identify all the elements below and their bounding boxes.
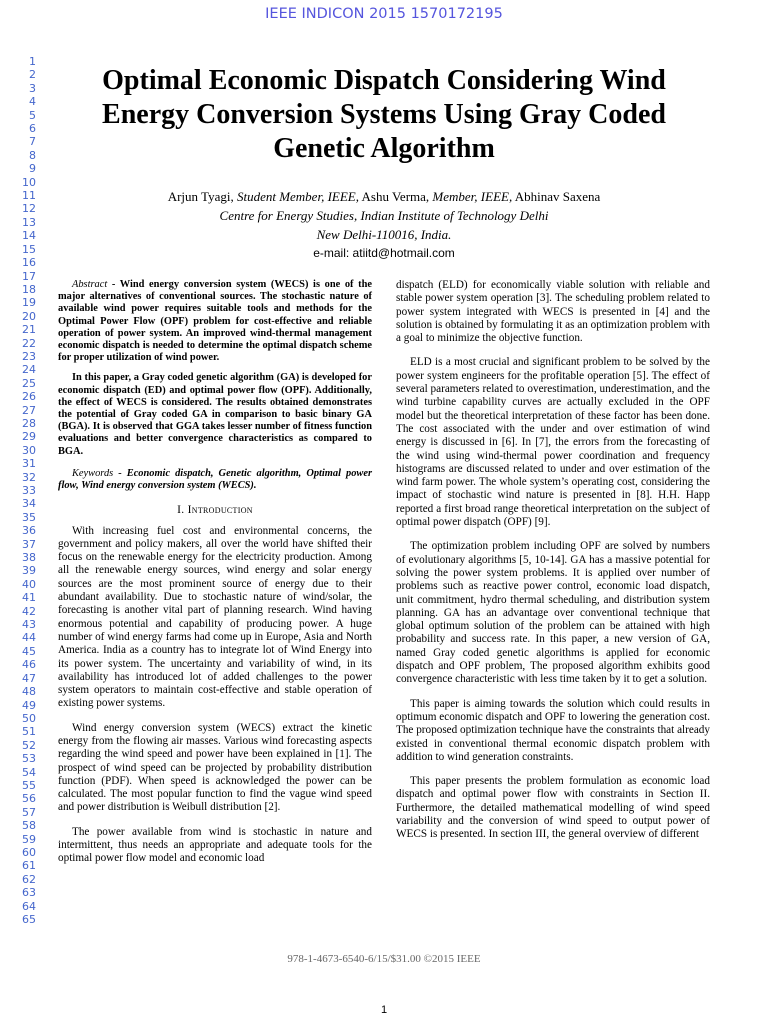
line-number: 19: [22, 296, 36, 310]
author-block: [60, 187, 708, 263]
author-1-name: Arjun Tyagi,: [167, 189, 237, 204]
line-number: 53: [22, 752, 36, 766]
line-number: 14: [22, 229, 36, 243]
line-number: 23: [22, 349, 36, 363]
line-number: 51: [22, 725, 36, 739]
line-number: 58: [22, 819, 36, 833]
line-number: 5: [29, 108, 36, 122]
line-number: 25: [22, 376, 36, 390]
line-number: 36: [22, 524, 36, 538]
line-number: 12: [22, 202, 36, 216]
paper-title: Optimal Economic Dispatch Considering Wind Energy Conversion Systems Using Gray Coded Genetic Algorithm: [102, 65, 666, 164]
body-paragraph-5: This paper presents the problem formulation as economic load dispatch and optimal power flow with constraints in Section II. Furthermore, the detailed mathematical modelling of wind speed variability and the conversion of wind speed to output power of WECS is presented. In section III, the general overview of different: [396, 775, 710, 841]
line-number: 65: [22, 913, 36, 926]
line-number: 7: [29, 135, 36, 149]
line-number: 56: [22, 792, 36, 806]
intro-paragraph-2: Wind energy conversion system (WECS) extract the kinetic energy from the flowing air masses. Various wind forecasting aspects regarding the wind speed and power have been explained in [1]. The prospect of wind speed can be projected by probability distribution function (PDF). When speed is acknowledged the power can be calculated. The most popular function to find the vague wind speed and power distribution is Weibull distribution [2].: [58, 721, 372, 814]
line-number: 3: [29, 81, 36, 95]
line-number: 50: [22, 711, 36, 725]
intro-paragraph-3: The power available from wind is stochastic in nature and intermittent, thus needs an appropriate and adequate tools for the optimal power flow model and economic load: [58, 825, 372, 865]
author-1-role: Student Member, IEEE,: [236, 189, 359, 204]
line-number: 28: [22, 416, 36, 430]
conference-header: IEEE INDICON 2015 1570172195: [265, 6, 503, 22]
line-number: 62: [22, 872, 36, 886]
left-column: [58, 279, 372, 877]
section-name: Introduction: [187, 504, 253, 517]
abstract-text-1: - Wind energy conversion system (WECS) is one of the major alternatives of conventional sources. The stochastic nature of available wind power requires suitable tools and methods for the Optimal Power Flow (OPF) problem for cost-effective and reliable operation of power system. An improved wind-thermal management economic dispatch is needed to determine the optimal dispatch scheme for proper utilization of wind power.: [58, 279, 372, 364]
line-numbers: [10, 55, 36, 926]
line-number: 61: [22, 859, 36, 873]
line-number: 1: [29, 55, 36, 68]
line-number: 64: [22, 899, 36, 913]
line-number: 55: [22, 778, 36, 792]
line-number: 2: [29, 68, 36, 82]
line-number: 27: [22, 403, 36, 417]
section-numeral: I.: [177, 504, 188, 517]
line-number: 24: [22, 363, 36, 377]
line-number: 11: [22, 189, 36, 203]
line-number: 32: [22, 470, 36, 484]
line-number: 57: [22, 805, 36, 819]
page-number: 1: [380, 1004, 388, 1016]
line-number: 38: [22, 551, 36, 565]
line-number: 60: [22, 845, 36, 859]
keywords-label: Keywords: [72, 467, 114, 479]
section-heading-introduction: [58, 504, 372, 517]
line-number: 10: [22, 175, 36, 189]
body-paragraph-1: dispatch (ELD) for economically viable solution with reliable and stable power system operation [3]. The scheduling problem related to power system integrated with WECS is presented in [4] and the solution is obtained by formulating it as an optimization problem with a goal to minimize the objective function.: [396, 279, 710, 345]
line-number: 54: [22, 765, 36, 779]
line-number: 21: [22, 323, 36, 337]
line-number: 49: [22, 698, 36, 712]
line-number: 35: [22, 510, 36, 524]
line-number: 39: [22, 564, 36, 578]
line-number: 63: [22, 886, 36, 900]
author-2-name: Ashu Verma,: [358, 189, 433, 204]
abstract-paragraph-1: [58, 279, 372, 364]
line-number: 18: [22, 282, 36, 296]
abstract-paragraph-2: In this paper, a Gray coded genetic algorithm (GA) is developed for economic dispatch (ED) and optimal power flow (OPF). Additionally, the effect of WECS is considered. The results obtained demonstrates the potential of Gray coded GA in comparison to basic binary GA (BGA). It is observed that GGA takes lesser number of fitness function evaluations and better convergence characteristics as compared to BGA.: [58, 372, 372, 457]
body-paragraph-3: The optimization problem including OPF are solved by numbers of evolutionary algorithms [5, 10-14]. GA has a massive potential for solving the power system problems. It is applied over number of problems such as reactive power control, economic load dispatch, unit commitment, hydro thermal scheduling, and distribution system planning. GA has an advantage over conventional technique that global optimum solution of the problem can be attained with high probability and success rate. In this paper, a new version of GA, named Gray coded genetic algorithms is applied for economic dispatch and OPF problem, The proposed algorithm exhibits good convergence characteristic with less time taken by it to get a solution.: [396, 540, 710, 686]
right-column: [396, 279, 710, 853]
body-paragraph-2: ELD is a most crucial and significant problem to be solved by the power system engineers for the profitable operation [5]. The effect of several parameters related to overestimation, underestimation, and the wind turbine capability curves are actually excluded in the OPF model but the theoretical interpretation of these factor has been done. The cost associated with the under and over estimation of wind energy is discussed in [6]. In [7], the errors from the forecasting of the wind using wind-thermal power coordination and frequency histograms are discussed related to under and over estimation of the wind farm power. The whole system’s operating cost, considering the impact of stochastic wind nature is presented in [8]. H.H. Happ reported a first broad range theoretical interpretation on the subject of optimal power dispatch (OPF) [9].: [396, 356, 710, 529]
line-number: 40: [22, 577, 36, 591]
keywords-text: - Economic dispatch, Genetic algorithm, Optimal power flow, Wind energy conversion system (WECS).: [58, 467, 372, 492]
line-number: 52: [22, 738, 36, 752]
line-number: 41: [22, 591, 36, 605]
line-number: 42: [22, 604, 36, 618]
line-number: 4: [29, 95, 36, 109]
body-paragraph-4: This paper is aiming towards the solution which could results in optimum economic dispatch and OPF to lowering the generation cost. The proposed optimization technique have the constraints that already existed in conventional thermal economic dispatch problem with addition to wind generation constraints.: [396, 697, 710, 763]
line-number: 9: [29, 162, 36, 176]
affiliation-city: New Delhi-110016, India.: [316, 227, 452, 242]
abstract-label: Abstract: [72, 279, 108, 290]
line-number: 47: [22, 671, 36, 685]
line-number: 45: [22, 644, 36, 658]
intro-paragraph-1: With increasing fuel cost and environmental concerns, the government and policy makers, all over the world have shifted their focus on the renewable energy for the electricity production. Among all the renewable energy sources, wind energy and solar energy sources are the most prominent source of energy due to their abundant availability. Due to stochastic nature of wind/solar, the forecasting is another vital part of planning research. Wind having enormous potential and capability of producing power. A huge number of wind energy farms had come up in Europe, Asia and North America. India as a country has to integrate lot of Wind Energy into its power system. The uncertainty and variability of wind, in its availability has introduced lot of added challenges to the power system operators to maintain cost-effective and stable operation of existing power systems.: [58, 524, 372, 710]
line-number: 22: [22, 336, 36, 350]
line-number: 16: [22, 256, 36, 270]
line-number: 59: [22, 832, 36, 846]
line-number: 33: [22, 484, 36, 497]
keywords: [58, 468, 372, 492]
line-number: 26: [22, 390, 36, 404]
line-number: 8: [29, 148, 36, 162]
affiliation: Centre for Energy Studies, Indian Institute of Technology Delhi: [219, 208, 549, 223]
line-number: 31: [22, 457, 36, 471]
line-number: 44: [22, 631, 36, 645]
line-number: 30: [22, 443, 36, 457]
line-number: 20: [22, 309, 36, 323]
line-number: 13: [22, 215, 36, 229]
line-number: 29: [22, 430, 36, 444]
line-number: 43: [22, 618, 36, 632]
line-number: 37: [22, 537, 36, 551]
author-email: e-mail: atiitd@hotmail.com: [313, 246, 455, 260]
author-line: [60, 187, 708, 206]
copyright-footer: 978-1-4673-6540-6/15/$31.00 ©2015 IEEE: [287, 953, 481, 965]
line-number: 15: [22, 242, 36, 256]
author-3-name: Abhinav Saxena: [512, 189, 601, 204]
author-2-role: Member, IEEE,: [432, 189, 513, 204]
line-number: 34: [22, 497, 36, 511]
line-number: 46: [22, 658, 36, 672]
line-number: 17: [22, 269, 36, 283]
line-number: 48: [22, 685, 36, 699]
line-number: 6: [29, 122, 36, 136]
